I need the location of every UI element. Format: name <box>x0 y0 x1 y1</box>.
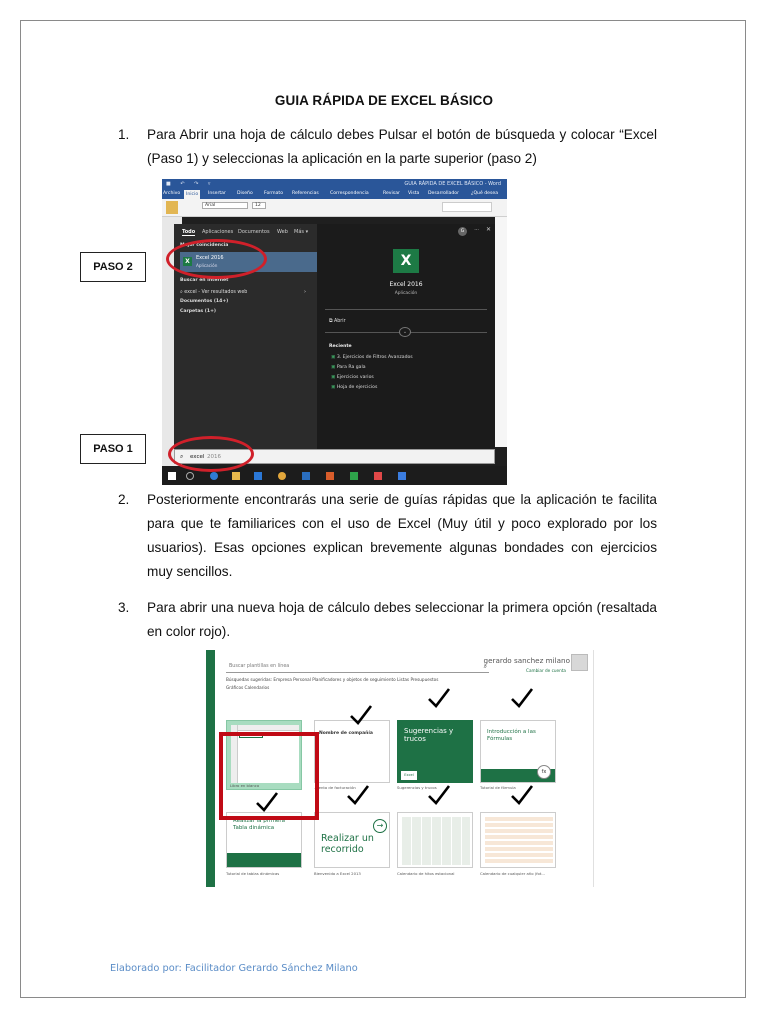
chevron-right-icon[interactable]: › <box>304 289 306 295</box>
chrome-icon[interactable] <box>278 472 286 480</box>
excel-sidebar <box>206 650 215 887</box>
step-text: Para Abrir una hoja de cálculo debes Pulsar el botón de búsqueda y colocar “Excel (Paso 1) y seleccionas la aplicación en la parte superior (paso 2) <box>147 127 657 166</box>
search-text: excel <box>190 454 205 460</box>
app-icon[interactable] <box>374 472 382 480</box>
menu-item[interactable]: Insertar <box>208 191 226 196</box>
menu-item[interactable]: Archivo <box>163 191 181 196</box>
blank-workbook-highlight <box>219 732 319 820</box>
step-2 <box>118 488 657 584</box>
tile-caption: Libro en blanco <box>230 783 260 788</box>
tab-docs[interactable]: Documentos <box>238 229 270 235</box>
more-options-icon[interactable]: ··· <box>474 227 479 233</box>
tile-caption: Bienvenido a Excel 2013 <box>314 871 361 876</box>
app-icon[interactable] <box>326 472 334 480</box>
step-number: 3. <box>118 600 130 615</box>
search-icon: ⌕ <box>180 453 184 460</box>
menu-item[interactable]: Desarrollador <box>428 191 459 196</box>
tab-all[interactable]: Todo <box>182 229 196 235</box>
menu-item[interactable]: ¿Qué desea <box>471 191 499 196</box>
recent-item[interactable] <box>331 365 366 370</box>
tile-calendar-seasonal[interactable] <box>397 812 473 868</box>
menu-item[interactable]: Referencias <box>292 191 319 196</box>
recent-item[interactable] <box>331 355 413 360</box>
tile-caption: Calendario de cualquier año (fot... <box>480 871 545 876</box>
tab-apps[interactable]: Aplicaciones <box>202 229 234 235</box>
highlight-oval-paso1 <box>168 436 254 472</box>
tile-calendar-any-year[interactable] <box>480 812 556 868</box>
recent-item-text: 3. Ejercicios de Filtros Avanzados <box>336 355 413 360</box>
step-number: 2. <box>118 492 130 507</box>
tab-web[interactable]: Web <box>277 229 288 235</box>
menu-item[interactable]: Formato <box>264 191 283 196</box>
best-match-title: Excel 2016 <box>196 255 224 261</box>
open-action[interactable] <box>329 318 346 324</box>
callout-paso-2: PASO 2 <box>80 252 146 282</box>
document-icon: ▣ <box>331 365 337 370</box>
recent-label: Reciente <box>329 344 352 349</box>
change-account-link[interactable]: Cambiar de cuenta <box>526 668 566 673</box>
tile-caption: Calendario de hitos estacional <box>397 871 455 876</box>
suggested-line-2[interactable]: Gráficos Calendarios <box>226 685 270 690</box>
web-search-item[interactable] <box>180 289 247 295</box>
folders-label[interactable]: Carpetas (1+) <box>180 309 217 314</box>
search-placeholder: Buscar plantillas en línea <box>229 664 290 669</box>
menu-item[interactable]: Revisar <box>383 191 400 196</box>
font-size-field[interactable]: 12 <box>252 202 266 209</box>
checkmark-icon <box>346 783 370 807</box>
user-name: gerardo sanchez milano <box>483 656 570 665</box>
font-name-field[interactable]: Arial <box>202 202 248 209</box>
tile-pivot[interactable] <box>226 812 302 868</box>
arrow-right-icon: → <box>373 819 387 833</box>
highlight-oval-paso2 <box>166 239 267 279</box>
tile-caption: Sugerencias y trucos <box>397 785 437 790</box>
window-title: GUIA RÁPIDA DE EXCEL BÁSICO - Word <box>404 181 501 187</box>
mail-icon[interactable] <box>302 472 310 480</box>
word-menu-bar <box>162 190 507 199</box>
tile-heading: Realizar un recorrido <box>321 833 374 855</box>
recent-item-text: Ejercicios varios <box>336 375 374 380</box>
tile-caption: ...iento de facturación <box>314 785 356 790</box>
word-icon[interactable] <box>398 472 406 480</box>
document-title: GUIA RÁPIDA DE EXCEL BÁSICO <box>274 93 494 108</box>
recent-item[interactable] <box>331 375 374 380</box>
tile-tips[interactable] <box>397 720 473 783</box>
open-icon: ⧉ <box>329 319 334 324</box>
preview-subtitle: Aplicación <box>394 291 418 296</box>
search-icon[interactable]: ⌕ <box>483 663 487 670</box>
checkmark-icon <box>349 703 373 727</box>
documents-label[interactable]: Documentos (14+) <box>180 299 229 304</box>
document-icon: ▣ <box>331 385 337 390</box>
excel-large-icon: X <box>393 249 419 273</box>
fx-icon: fx <box>537 765 551 779</box>
explorer-icon[interactable] <box>232 472 240 480</box>
tile-heading: Introducción a las Fórmulas <box>487 729 536 742</box>
suggested-searches <box>226 676 526 692</box>
close-icon[interactable]: ✕ <box>485 226 491 233</box>
step-text: Posteriormente encontrarás una serie de guías rápidas que la aplicación te facilita para que te familiarices con el uso de Excel (Muy útil y poco explorado por los usuarios). Esas opciones explican brevemente algunas bondades con ejercicios muy sencillos. <box>147 492 657 579</box>
word-title-bar <box>162 179 507 190</box>
store-icon[interactable] <box>254 472 262 480</box>
recent-item-text: Para Ra gala <box>336 365 366 370</box>
best-match-subtitle: Aplicación <box>196 263 218 268</box>
excel-badge: Excel <box>401 771 417 780</box>
cortana-icon[interactable] <box>186 472 194 480</box>
step-number: 1. <box>118 127 130 142</box>
checkmark-icon <box>427 686 451 710</box>
callout-paso-1: PASO 1 <box>80 434 146 464</box>
tile-tour[interactable] <box>314 812 390 868</box>
recent-item-text: Hoja de ejercicios <box>336 385 378 390</box>
checkmark-icon <box>510 783 534 807</box>
tile-heading: Sugerencias y trucos <box>404 727 454 743</box>
menu-item-active[interactable]: Inicio <box>186 192 199 197</box>
tile-formulas[interactable] <box>480 720 556 783</box>
divider <box>325 309 487 310</box>
recent-item[interactable] <box>331 385 377 390</box>
tile-heading: Nombre de compañía <box>319 731 373 736</box>
step-1 <box>118 123 657 171</box>
tile-heading: Realizar la primera Tabla dinámica <box>233 818 285 831</box>
web-item-text: excel - Ver resultados web <box>184 290 248 295</box>
document-icon: ▣ <box>331 375 337 380</box>
preview-title: Excel 2016 <box>389 281 423 288</box>
suggested-line-1[interactable]: Búsquedas sugeridas: Empresa Personal Planificadores y objetos de seguimiento Listas Presupuestos <box>226 677 439 682</box>
footer-credit: Elaborado por: Facilitador Gerardo Sánchez Milano <box>110 963 358 974</box>
best-match-label: Mejor coincidencia <box>180 243 229 248</box>
document-icon: ▣ <box>331 355 337 360</box>
web-label: Buscar en Internet <box>180 278 229 283</box>
expand-chevron-icon[interactable]: ⌄ <box>399 327 411 337</box>
edge-icon[interactable] <box>210 472 218 480</box>
search-tabs <box>174 224 317 240</box>
styles-gallery[interactable] <box>442 202 492 212</box>
search-icon: ⌕ <box>180 290 185 295</box>
menu-item[interactable]: Correspondencia <box>330 191 369 196</box>
app-icon[interactable] <box>350 472 358 480</box>
checkmark-icon <box>510 686 534 710</box>
quick-access-icons: ■ ↶ ↷ ▿ <box>166 181 215 187</box>
paste-icon[interactable] <box>166 201 178 214</box>
template-search-input[interactable] <box>226 662 489 673</box>
open-label: Abrir <box>333 319 346 324</box>
tab-more[interactable]: Más ▾ <box>294 229 309 235</box>
menu-item[interactable]: Vista <box>408 191 420 196</box>
step-3 <box>118 596 657 644</box>
tile-caption: Tutorial de fórmula <box>480 785 516 790</box>
avatar[interactable] <box>571 654 588 671</box>
menu-item[interactable]: Diseño <box>237 191 253 196</box>
excel-icon: X <box>183 257 192 266</box>
tile-invoice[interactable] <box>314 720 390 783</box>
search-hint: 2016 <box>207 454 221 460</box>
word-ribbon <box>162 199 507 217</box>
avatar[interactable]: G <box>458 227 467 236</box>
tile-caption: Tutorial de tablas dinámicas <box>226 871 280 876</box>
search-preview-pane <box>317 224 495 449</box>
document-page-right <box>495 217 507 447</box>
start-icon[interactable] <box>168 472 176 480</box>
step-text: Para abrir una nueva hoja de cálculo debes seleccionar la primera opción (resaltada en color rojo). <box>147 600 657 639</box>
checkmark-icon <box>427 783 451 807</box>
